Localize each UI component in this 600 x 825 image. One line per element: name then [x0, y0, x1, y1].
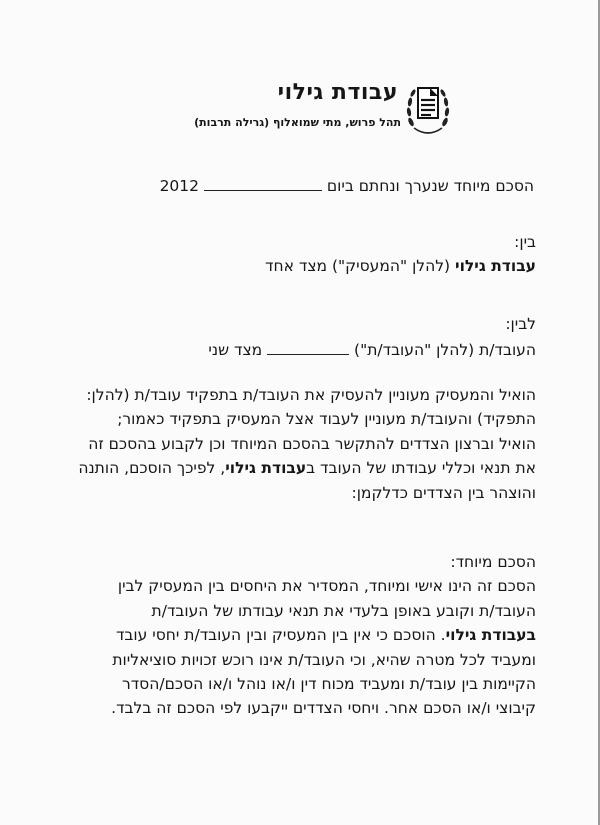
- whereas-line-2: התפקיד) והעובד/ת מעוניין לעבוד אצל המעסיק בתפקיד כאמור;: [117, 410, 536, 429]
- whereas-line-3: הואיל וברצון הצדדים להתקשר בהסכם המיוחד וכן לקבוע בהסכם זה: [88, 434, 536, 453]
- agreement-date-line: [160, 176, 534, 195]
- special-line-3-rest: . הוסכם כי אין בין המעסיק ובין העובד/ת יחסי עובד: [115, 626, 446, 645]
- employee-name-blank: [267, 340, 349, 355]
- employee-role-text: העובד/ת (להלן "העובד/ת"): [354, 341, 536, 359]
- special-heading: הסכם מיוחד:: [450, 553, 536, 571]
- whereas-line-4a: את תנאי וכללי עבודתו של העובד ב: [306, 459, 536, 478]
- special-line-4: ומעביד לכל מטרה שהיא, וכי העובד/ת אינו רוכש זכויות סוציאליות: [112, 650, 536, 669]
- whereas-line-1: הואיל והמעסיק מעוניין להעסיק את העובד/ת בתפקיד עובד/ת (להלן:: [86, 386, 536, 404]
- employer-role-text: (להלן "המעסיק") מצד אחד: [264, 257, 451, 275]
- special-line-5: הקיימות בין עובד/ת ומעביד מכוח דין ו/או נוהל ו/או הסכם/הסדר: [121, 675, 536, 694]
- special-brand-bold: בעבודת גילוי: [445, 626, 536, 645]
- agreement-year: 2012: [159, 177, 200, 195]
- special-line-2: העובד/ת וקובע באופן בלעדי את תנאי עבודתו של העובד/ת: [151, 601, 536, 620]
- agreement-intro-text: הסכם מיוחד שנערך ונחתם ביום: [326, 177, 534, 195]
- date-blank: [204, 176, 322, 191]
- whereas-line-4: [66, 456, 536, 480]
- special-line-6: קיבוצי ו/או הסכם אחר. ויחסי הצדדים ייקבעו לפי הסכם זה בלבד.: [111, 699, 536, 718]
- employee-line: [208, 340, 536, 359]
- brand-title: עבודת גילוי: [277, 80, 398, 105]
- whereas-line-4b: , לפיכך הוסכם, הותנה: [78, 459, 226, 478]
- employer-line: [265, 257, 536, 275]
- special-line-3: [66, 623, 536, 647]
- whereas-paragraph: [66, 383, 536, 505]
- brand-subtitle: תהל פרוש, מתי שמואלוף (גרילה תרבות): [194, 116, 401, 129]
- whereas-brand-bold: עבודת גילוי: [225, 459, 307, 478]
- employer-name: עבודת גילוי: [455, 257, 536, 275]
- between-label: בין:: [514, 233, 536, 251]
- whereas-line-5: והוצהר בין הצדדים כדלקמן:: [351, 483, 536, 502]
- document-wreath-icon: [406, 82, 450, 138]
- special-agreement-section: [66, 550, 536, 721]
- special-line-1: הסכם זה הינו אישי ומיוחד, המסדיר את היחסים בין המעסיק לבין: [117, 577, 536, 596]
- and-between-label: לבין:: [505, 315, 536, 333]
- employee-side-text: מצד שני: [208, 341, 263, 359]
